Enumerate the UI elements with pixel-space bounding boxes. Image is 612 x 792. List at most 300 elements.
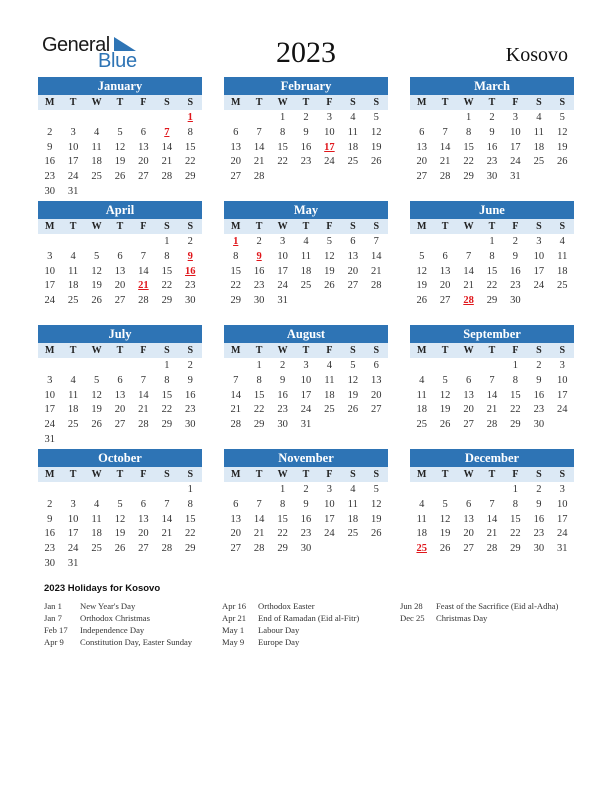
day-cell: 2 <box>489 112 495 123</box>
day-cell: 28 <box>161 543 173 555</box>
day-cell: 16 <box>44 528 55 540</box>
weekday-label: F <box>326 469 333 480</box>
holiday-day-cell: 9 <box>256 250 262 262</box>
day-cell: 9 <box>47 513 53 525</box>
day-cell: 5 <box>117 126 123 138</box>
empty-day-cell <box>480 358 503 373</box>
weekday-label: T <box>488 345 496 356</box>
day-cell: 3 <box>70 126 76 138</box>
day-cell: 2 <box>279 360 286 371</box>
day-cell: 13 <box>463 513 474 525</box>
day-cell: 5 <box>117 498 123 510</box>
day-cell: 8 <box>512 498 519 510</box>
holiday-date: Jan 7 <box>44 613 62 623</box>
day-cell: 5 <box>373 484 379 495</box>
day-cell: 11 <box>347 126 358 138</box>
day-cell: 10 <box>557 498 568 510</box>
day-cell: 15 <box>277 141 288 153</box>
day-cell: 27 <box>230 171 241 183</box>
holiday-list-item <box>400 600 586 612</box>
day-cell: 19 <box>91 404 102 416</box>
day-cell: 27 <box>463 543 474 555</box>
day-cell: 28 <box>230 419 241 431</box>
day-cell: 24 <box>300 404 312 416</box>
holiday-name: Christmas Day <box>436 613 488 623</box>
empty-day-cell <box>38 110 61 125</box>
day-cell: 30 <box>44 557 55 569</box>
day-cell: 20 <box>230 156 241 168</box>
day-cell: 20 <box>347 265 359 277</box>
day-cell: 16 <box>253 265 265 277</box>
month-header: March <box>410 77 574 95</box>
empty-day-cell <box>433 234 456 249</box>
day-cell: 7 <box>140 250 147 262</box>
day-cell: 9 <box>47 141 53 153</box>
day-cell: 3 <box>326 112 333 123</box>
day-cell: 3 <box>70 498 76 510</box>
day-cell: 26 <box>114 171 126 183</box>
day-cell: 23 <box>300 156 312 168</box>
weekday-label: W <box>91 469 102 480</box>
day-cell: 18 <box>324 389 335 401</box>
day-cell: 7 <box>233 374 239 386</box>
day-cell: 10 <box>44 265 55 277</box>
day-cell: 28 <box>486 419 498 431</box>
holiday-day-cell: 1 <box>233 236 239 247</box>
day-cell: 31 <box>67 185 79 197</box>
day-cell: 27 <box>439 295 451 307</box>
holiday-list-item <box>44 636 192 648</box>
weekday-label: S <box>164 221 170 232</box>
day-cell: 28 <box>371 280 382 292</box>
holiday-date: Apr 21 <box>222 613 247 623</box>
day-cell: 31 <box>510 171 521 183</box>
day-cell: 23 <box>300 528 312 540</box>
weekday-label: M <box>230 221 241 232</box>
day-cell: 19 <box>439 528 451 540</box>
day-cell: 28 <box>439 171 451 183</box>
day-cell: 4 <box>70 250 76 262</box>
day-cell: 16 <box>510 265 521 277</box>
day-cell: 19 <box>114 528 126 540</box>
day-cell: 19 <box>371 141 382 153</box>
day-cell: 12 <box>114 513 126 525</box>
weekday-label: W <box>463 97 474 108</box>
day-cell: 9 <box>187 374 193 386</box>
weekday-label: M <box>416 97 427 108</box>
day-cell: 9 <box>512 250 519 262</box>
holiday-date: Apr 9 <box>44 637 64 647</box>
day-cell: 27 <box>463 419 474 431</box>
day-cell: 29 <box>510 419 521 431</box>
day-cell: 4 <box>93 498 100 510</box>
empty-day-cell <box>433 110 456 125</box>
day-cell: 17 <box>557 513 568 525</box>
day-cell: 26 <box>439 543 451 555</box>
holiday-list-item <box>44 600 192 612</box>
day-cell: 1 <box>164 236 170 247</box>
day-cell: 11 <box>416 513 427 525</box>
day-cell: 22 <box>463 156 474 168</box>
day-cell: 6 <box>419 126 425 138</box>
weekday-header-row <box>224 95 388 110</box>
month-november <box>224 449 388 556</box>
weekday-header-row <box>410 343 574 358</box>
day-cell: 27 <box>138 171 149 183</box>
day-cell: 30 <box>533 419 545 431</box>
day-cell: 20 <box>230 528 241 540</box>
day-cell: 11 <box>68 265 79 277</box>
day-cell: 13 <box>138 141 149 153</box>
day-cell: 24 <box>67 171 79 183</box>
weekday-label: S <box>559 221 566 232</box>
weekday-label: T <box>255 469 263 480</box>
day-cell: 10 <box>533 250 545 262</box>
weekday-label: T <box>255 221 263 232</box>
empty-day-cell <box>433 482 456 497</box>
weekday-header-row <box>38 95 202 110</box>
weekday-label: M <box>416 345 427 356</box>
day-cell: 14 <box>161 513 173 525</box>
empty-day-cell <box>108 358 131 373</box>
weekday-label: W <box>277 469 288 480</box>
day-cell: 24 <box>277 280 288 292</box>
weekday-label: T <box>302 97 310 108</box>
day-grid <box>224 110 388 184</box>
weekday-label: T <box>69 345 77 356</box>
holiday-list-item <box>400 612 586 624</box>
empty-day-cell <box>224 482 247 497</box>
day-grid <box>38 234 202 308</box>
month-header: October <box>38 449 202 467</box>
weekday-label: S <box>373 97 380 108</box>
day-cell: 14 <box>230 389 241 401</box>
day-grid <box>38 110 202 199</box>
day-cell: 3 <box>47 374 53 386</box>
holidays-title: 2023 Holidays for Kosovo <box>44 583 161 594</box>
day-cell: 2 <box>536 360 542 371</box>
month-march <box>410 77 574 184</box>
day-cell: 10 <box>44 389 55 401</box>
weekday-label: M <box>44 221 55 232</box>
day-cell: 8 <box>233 250 239 262</box>
weekday-label: T <box>302 469 310 480</box>
day-cell: 26 <box>439 419 451 431</box>
weekday-label: M <box>230 345 241 356</box>
day-cell: 21 <box>230 404 241 416</box>
day-cell: 3 <box>279 236 286 247</box>
day-cell: 3 <box>559 484 565 495</box>
day-cell: 2 <box>187 360 193 371</box>
weekday-label: S <box>350 469 356 480</box>
day-grid <box>224 358 388 432</box>
day-cell: 9 <box>303 498 309 510</box>
day-cell: 18 <box>67 404 79 416</box>
empty-day-cell <box>457 358 480 373</box>
day-cell: 4 <box>419 498 425 510</box>
day-cell: 23 <box>185 280 196 292</box>
holiday-name: Orthodox Christmas <box>80 613 150 623</box>
day-cell: 26 <box>324 280 335 292</box>
day-cell: 13 <box>114 389 126 401</box>
day-cell: 17 <box>533 265 545 277</box>
day-cell: 23 <box>277 404 288 416</box>
day-cell: 26 <box>371 528 382 540</box>
day-cell: 26 <box>557 156 568 168</box>
day-cell: 12 <box>439 513 451 525</box>
weekday-label: S <box>373 221 380 232</box>
empty-day-cell <box>108 234 131 249</box>
country-label: Kosovo <box>505 44 568 66</box>
day-cell: 7 <box>489 498 495 510</box>
weekday-label: W <box>277 97 288 108</box>
day-cell: 13 <box>347 250 359 262</box>
day-cell: 8 <box>279 498 286 510</box>
weekday-label: S <box>373 345 380 356</box>
holiday-day-cell: 7 <box>164 126 170 138</box>
day-cell: 2 <box>303 112 309 123</box>
day-cell: 7 <box>256 498 262 510</box>
day-cell: 1 <box>279 484 286 495</box>
day-cell: 29 <box>253 419 265 431</box>
weekday-label: S <box>536 469 542 480</box>
empty-day-cell <box>61 358 84 373</box>
day-cell: 18 <box>416 404 427 416</box>
calendar-year-title: 2023 <box>276 36 336 69</box>
day-cell: 5 <box>93 250 100 262</box>
weekday-label: T <box>302 221 310 232</box>
holiday-list-item <box>222 636 359 648</box>
day-cell: 2 <box>256 236 262 247</box>
day-cell: 21 <box>138 404 149 416</box>
weekday-header-row <box>38 219 202 234</box>
day-cell: 9 <box>303 126 309 138</box>
weekday-label: S <box>350 221 356 232</box>
day-cell: 30 <box>277 419 288 431</box>
day-cell: 17 <box>324 513 335 525</box>
day-cell: 12 <box>114 141 126 153</box>
day-cell: 3 <box>536 236 542 247</box>
weekday-label: F <box>140 469 147 480</box>
empty-day-cell <box>155 482 178 497</box>
empty-day-cell <box>247 482 270 497</box>
day-cell: 6 <box>117 374 123 386</box>
day-cell: 23 <box>533 528 545 540</box>
day-cell: 25 <box>347 528 359 540</box>
day-cell: 21 <box>463 280 474 292</box>
weekday-label: S <box>350 97 356 108</box>
weekday-label: M <box>44 469 55 480</box>
day-cell: 4 <box>350 112 356 123</box>
day-cell: 17 <box>557 389 568 401</box>
weekday-label: W <box>277 345 288 356</box>
empty-day-cell <box>132 234 155 249</box>
holiday-name: Labour Day <box>258 625 300 635</box>
day-cell: 31 <box>557 543 568 555</box>
day-cell: 5 <box>93 374 100 386</box>
empty-day-cell <box>433 358 456 373</box>
day-cell: 11 <box>300 250 312 262</box>
day-cell: 1 <box>256 360 262 371</box>
day-cell: 25 <box>416 419 427 431</box>
month-april <box>38 201 202 308</box>
day-grid <box>38 358 202 447</box>
day-cell: 27 <box>138 543 149 555</box>
holiday-list-item <box>44 624 192 636</box>
day-cell: 1 <box>512 484 519 495</box>
day-cell: 17 <box>67 156 79 168</box>
day-cell: 10 <box>557 374 568 386</box>
weekday-label: S <box>187 469 194 480</box>
day-cell: 17 <box>300 389 312 401</box>
day-cell: 11 <box>68 389 79 401</box>
empty-day-cell <box>247 110 270 125</box>
day-cell: 22 <box>230 280 241 292</box>
day-cell: 12 <box>557 126 568 138</box>
day-cell: 16 <box>300 513 312 525</box>
day-cell: 6 <box>350 236 356 247</box>
day-cell: 22 <box>486 280 498 292</box>
month-may <box>224 201 388 308</box>
day-cell: 21 <box>161 156 173 168</box>
month-october <box>38 449 202 571</box>
month-header: April <box>38 201 202 219</box>
day-cell: 8 <box>465 126 472 138</box>
day-cell: 17 <box>67 528 79 540</box>
day-cell: 20 <box>138 528 149 540</box>
holiday-day-cell: 1 <box>187 112 193 123</box>
month-header: July <box>38 325 202 343</box>
day-cell: 21 <box>371 265 382 277</box>
holiday-day-cell: 28 <box>463 295 474 307</box>
day-cell: 10 <box>300 374 312 386</box>
day-cell: 10 <box>510 126 521 138</box>
day-cell: 30 <box>533 543 545 555</box>
day-cell: 9 <box>536 374 542 386</box>
day-cell: 15 <box>185 141 196 153</box>
day-cell: 16 <box>533 513 545 525</box>
weekday-label: S <box>559 345 566 356</box>
day-cell: 1 <box>164 360 170 371</box>
weekday-label: T <box>69 97 77 108</box>
day-cell: 30 <box>185 295 196 307</box>
day-cell: 16 <box>533 389 545 401</box>
day-cell: 2 <box>512 236 519 247</box>
day-cell: 22 <box>510 404 521 416</box>
day-grid <box>410 110 574 184</box>
day-cell: 5 <box>442 374 448 386</box>
day-cell: 30 <box>185 419 196 431</box>
day-cell: 26 <box>114 543 126 555</box>
empty-day-cell <box>61 234 84 249</box>
day-cell: 15 <box>486 265 498 277</box>
day-cell: 18 <box>557 265 568 277</box>
day-cell: 8 <box>187 498 193 510</box>
weekday-label: F <box>140 221 147 232</box>
holiday-list-item <box>222 624 359 636</box>
day-cell: 1 <box>465 112 472 123</box>
day-cell: 4 <box>326 360 333 371</box>
day-cell: 13 <box>114 265 126 277</box>
day-cell: 20 <box>138 156 149 168</box>
day-cell: 24 <box>510 156 521 168</box>
day-cell: 7 <box>373 236 379 247</box>
empty-day-cell <box>410 358 433 373</box>
day-cell: 6 <box>465 374 472 386</box>
day-cell: 6 <box>233 498 239 510</box>
day-cell: 5 <box>419 250 425 262</box>
empty-day-cell <box>224 358 247 373</box>
day-cell: 12 <box>439 389 451 401</box>
day-cell: 18 <box>533 141 545 153</box>
day-cell: 1 <box>489 236 495 247</box>
weekday-label: T <box>302 345 310 356</box>
weekday-label: F <box>140 97 147 108</box>
day-cell: 27 <box>371 404 382 416</box>
day-cell: 27 <box>114 419 126 431</box>
month-december <box>410 449 574 556</box>
holiday-date: Jun 28 <box>400 601 423 611</box>
weekday-header-row <box>224 467 388 482</box>
day-cell: 17 <box>510 141 521 153</box>
day-cell: 17 <box>277 265 288 277</box>
day-cell: 6 <box>373 360 379 371</box>
weekday-label: T <box>116 345 124 356</box>
day-cell: 15 <box>277 513 288 525</box>
day-cell: 28 <box>138 295 149 307</box>
day-cell: 26 <box>371 156 382 168</box>
weekday-label: W <box>463 221 474 232</box>
day-cell: 28 <box>253 171 265 183</box>
day-cell: 2 <box>303 484 309 495</box>
weekday-header-row <box>38 467 202 482</box>
day-cell: 7 <box>465 250 472 262</box>
day-cell: 16 <box>44 156 55 168</box>
empty-day-cell <box>85 482 108 497</box>
day-cell: 28 <box>253 543 265 555</box>
day-cell: 24 <box>557 404 568 416</box>
day-cell: 21 <box>486 528 498 540</box>
empty-day-cell <box>38 482 61 497</box>
month-june <box>410 201 574 308</box>
empty-day-cell <box>108 482 131 497</box>
day-cell: 11 <box>324 374 335 386</box>
weekday-label: S <box>536 221 542 232</box>
month-february <box>224 77 388 184</box>
weekday-label: S <box>559 97 566 108</box>
day-cell: 13 <box>371 374 382 386</box>
empty-day-cell <box>457 482 480 497</box>
day-cell: 3 <box>47 250 53 262</box>
day-cell: 6 <box>442 250 448 262</box>
weekday-label: M <box>44 345 55 356</box>
weekday-label: T <box>255 345 263 356</box>
weekday-label: S <box>164 345 170 356</box>
empty-day-cell <box>457 234 480 249</box>
day-cell: 25 <box>557 280 568 292</box>
empty-day-cell <box>410 482 433 497</box>
day-cell: 11 <box>91 141 102 153</box>
day-cell: 14 <box>486 513 498 525</box>
holidays-column-2 <box>222 600 359 648</box>
day-cell: 14 <box>486 389 498 401</box>
holiday-name: End of Ramadan (Eid al-Fitr) <box>258 613 360 623</box>
day-cell: 1 <box>279 112 286 123</box>
day-cell: 10 <box>324 498 335 510</box>
weekday-label: M <box>230 97 241 108</box>
holidays-column-3 <box>400 600 586 624</box>
day-cell: 22 <box>277 156 288 168</box>
